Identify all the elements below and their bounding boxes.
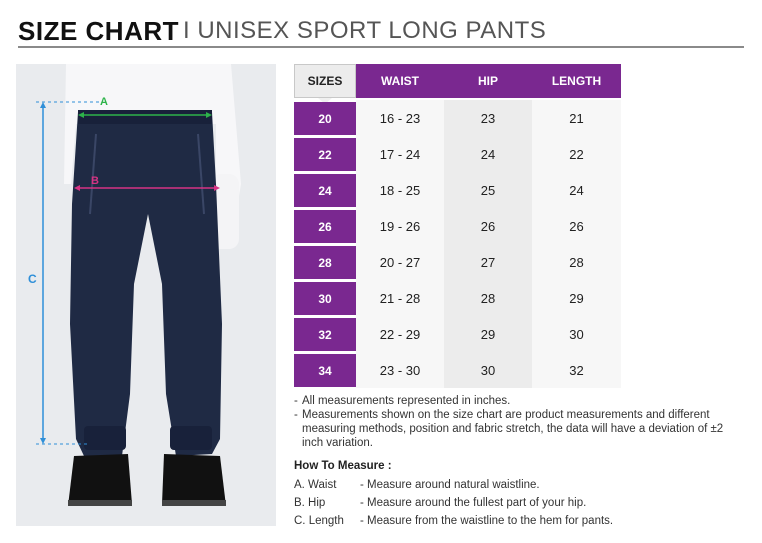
page-subtitle: I UNISEX SPORT LONG PANTS <box>183 17 547 44</box>
label-a: A <box>100 96 108 108</box>
notes-block <box>294 394 744 450</box>
hip-cell: 30 <box>444 352 532 388</box>
hip-cell: 23 <box>444 100 532 136</box>
length-cell: 32 <box>532 352 621 388</box>
waist-cell: 17 - 24 <box>356 136 444 172</box>
header-sizes: SIZES <box>294 64 356 98</box>
shoe-left <box>68 454 132 506</box>
waist-cell: 22 - 29 <box>356 316 444 352</box>
waist-cell: 20 - 27 <box>356 244 444 280</box>
waist-cell: 18 - 25 <box>356 172 444 208</box>
header-length: LENGTH <box>532 64 621 98</box>
how-to-measure-item <box>294 515 613 527</box>
how-to-measure-item <box>294 497 586 509</box>
sole-right <box>162 500 226 506</box>
cuff-right <box>170 426 212 450</box>
length-cell: 28 <box>532 244 621 280</box>
hip-cell: 29 <box>444 316 532 352</box>
size-cell: 28 <box>294 246 356 279</box>
hip-cell: 27 <box>444 244 532 280</box>
pants-illustration <box>16 64 276 526</box>
length-cell: 22 <box>532 136 621 172</box>
page-header <box>18 14 744 48</box>
header-waist: WAIST <box>356 64 444 98</box>
length-cell: 30 <box>532 316 621 352</box>
label-c: C <box>28 272 37 286</box>
hip-cell: 28 <box>444 280 532 316</box>
waist-cell: 19 - 26 <box>356 208 444 244</box>
size-cell: 22 <box>294 138 356 171</box>
waistband <box>78 110 212 124</box>
hip-cell: 24 <box>444 136 532 172</box>
size-cell: 34 <box>294 354 356 387</box>
product-photo <box>16 64 276 526</box>
length-cell: 21 <box>532 100 621 136</box>
length-cell: 24 <box>532 172 621 208</box>
hip-cell: 26 <box>444 208 532 244</box>
note-inches: - All measurements represented in inches. <box>294 394 744 408</box>
length-cell: 29 <box>532 280 621 316</box>
waist-cell: 21 - 28 <box>356 280 444 316</box>
length-cell: 26 <box>532 208 621 244</box>
size-cell: 26 <box>294 210 356 243</box>
how-to-measure-title: How To Measure : <box>294 460 392 472</box>
waist-cell: 16 - 23 <box>356 100 444 136</box>
size-chart-table <box>294 64 621 388</box>
measure-key: B. Hip <box>294 497 326 509</box>
measure-desc: - Measure from the waistline to the hem for pants. <box>360 515 614 527</box>
measure-desc: - Measure around the fullest part of your hip. <box>360 497 587 509</box>
size-cell: 32 <box>294 318 356 351</box>
size-cell: 20 <box>294 102 356 135</box>
waist-cell: 23 - 30 <box>356 352 444 388</box>
label-b: B <box>91 175 99 187</box>
header-hip: HIP <box>444 64 532 98</box>
length-arrow-bottom <box>40 438 46 444</box>
size-cell: 24 <box>294 174 356 207</box>
size-cell: 30 <box>294 282 356 315</box>
cuff-left <box>84 426 126 450</box>
measure-desc: - Measure around natural waistline. <box>360 479 540 491</box>
note-deviation: - Measurements shown on the size chart are product measurements and different measuring methods, position and fabric stretch, the data will have a deviation of ±2 inch variation. <box>294 408 744 450</box>
measure-key: A. Waist <box>294 479 337 491</box>
hip-cell: 25 <box>444 172 532 208</box>
measure-key: C. Length <box>294 515 344 527</box>
page-title: SIZE CHART <box>18 16 179 46</box>
shoe-right <box>162 454 226 506</box>
length-arrow-top <box>40 102 46 108</box>
sole-left <box>68 500 132 506</box>
how-to-measure-item <box>294 479 540 491</box>
